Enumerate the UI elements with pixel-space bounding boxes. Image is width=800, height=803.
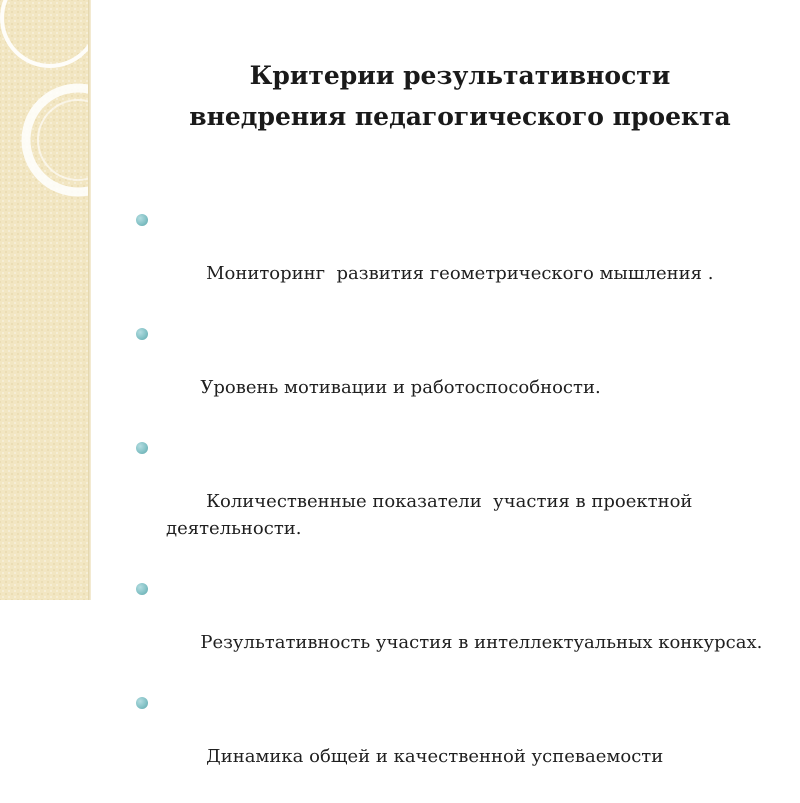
bullet-icon: [136, 328, 148, 340]
side-panel-edge: [88, 0, 91, 600]
slide-title-line-2: внедрения педагогического проекта: [189, 101, 731, 131]
criteria-list: [134, 206, 764, 803]
list-item: [134, 434, 764, 569]
slide-title-line-1: Критерии результативности: [249, 60, 671, 90]
list-item: [134, 689, 764, 797]
slide-title: [120, 55, 800, 137]
list-item: [134, 575, 764, 683]
list-item-text: Мониторинг развития геометрического мышления .: [200, 263, 714, 284]
list-item: [134, 320, 764, 428]
bullet-icon: [136, 583, 148, 595]
list-item: [134, 206, 764, 314]
list-item-text: Количественные показатели участия в проектной деятельности.: [166, 491, 699, 539]
bullet-icon: [136, 442, 148, 454]
list-item-text: Уровень мотивации и работоспособности.: [200, 377, 601, 398]
ring-ornament-icon: [0, 0, 88, 600]
list-item-text: Динамика общей и качественной успеваемости: [200, 746, 664, 767]
list-item-text: Результативность участия в интеллектуальных конкурсах.: [200, 632, 763, 653]
bullet-icon: [136, 697, 148, 709]
decorative-side-panel: [0, 0, 88, 600]
bullet-icon: [136, 214, 148, 226]
